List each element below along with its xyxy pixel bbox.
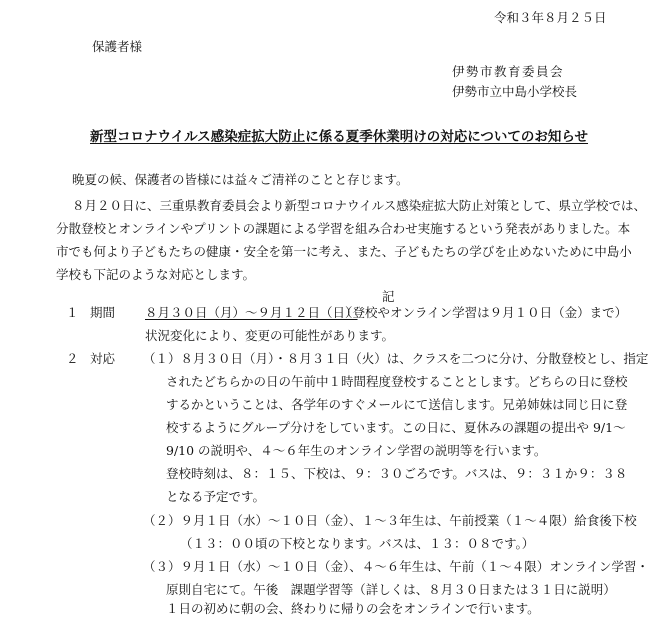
item-1-line-2: されたどちらかの日の午前中１時間程度登校することとします。どちらの日に登校 — [166, 374, 628, 389]
section-1-label: 期間 — [90, 305, 116, 320]
greeting: 晩夏の候、保護者の皆様には益々ご清祥のことと存じます。 — [72, 172, 409, 187]
document-title: 新型コロナウイルス感染症拡大防止に係る夏季休業明けの対応についてのお知らせ — [90, 129, 589, 145]
item-1-line-1: （１）８月３０日（月）・８月３１日（火）は、クラスを二つに分け、分散登校とし、指定 — [143, 351, 649, 366]
item-2-line-1: （２）９月１日（水）～１０日（金）、１～３年生は、午前授業（１～４限）給食後下校 — [143, 513, 637, 528]
section-2-number: ２ — [66, 351, 79, 366]
body-line-4: 学校も下記のような対応とします。 — [56, 267, 256, 282]
document-date: 令和３年８月２５日 — [494, 10, 607, 25]
item-3-line-1: （３）９月１日（水）～１０日（金）、４～６年生は、午前（１～４限）オンライン学習・ — [143, 559, 649, 574]
section-1-number: １ — [66, 305, 79, 320]
body-line-3: 市でも何より子どもたちの健康・安全を第一に考え、また、子どもたちの学びを止めないために中島小 — [56, 244, 632, 259]
section-2-label: 対応 — [90, 351, 116, 366]
addressee: 保護者様 — [92, 39, 143, 54]
sender-board: 伊勢市教育委員会 — [452, 64, 565, 79]
sender-principal: 伊勢市立中島小学校長 — [452, 84, 578, 99]
section-1-period: ８月３０日（月）～９月１２日（日） — [145, 305, 358, 320]
ki-heading: 記 — [382, 289, 395, 304]
section-1-line-2: 状況変化により、変更の可能性があります。 — [145, 328, 395, 343]
item-1-line-3: するかということは、各学年のすぐメールにて送信します。兄弟姉妹は同じ日に登 — [166, 397, 628, 412]
item-1-line-5: 9/10 の説明や、４～６年生のオンライン学習の説明等を行います。 — [166, 443, 547, 458]
item-2-line-2: （１３：００頃の下校となります。バスは、１３：０８です。） — [180, 536, 535, 551]
body-line-1: ８月２０日に、三重県教育委員会より新型コロナウイルス感染症拡大防止対策として、県立学校では、 — [72, 198, 647, 213]
item-1-line-6: 登校時刻は、８：１５、下校は、９：３０ごろです。バスは、９：３１か９：３８ — [166, 466, 628, 481]
item-3-line-2: 原則自宅にて。午後 課題学習等（詳しくは、８月３０日または３１日に説明） — [166, 582, 616, 597]
item-1-line-4: 校するようにグループ分けをしています。この日に、夏休みの課題の提出や 9/1～ — [166, 420, 626, 435]
item-3-line-3: １日の初めに朝の会、終わりに帰りの会をオンラインで行います。 — [166, 601, 540, 616]
section-1-note: （登校やオンライン学習は９月１０日（金）まで） — [340, 305, 628, 320]
body-line-2: 分散登校とオンラインやプリントの課題による学習を組み合わせ実施するという発表がありました。本 — [56, 221, 631, 236]
item-1-line-7: となる予定です。 — [166, 489, 266, 504]
